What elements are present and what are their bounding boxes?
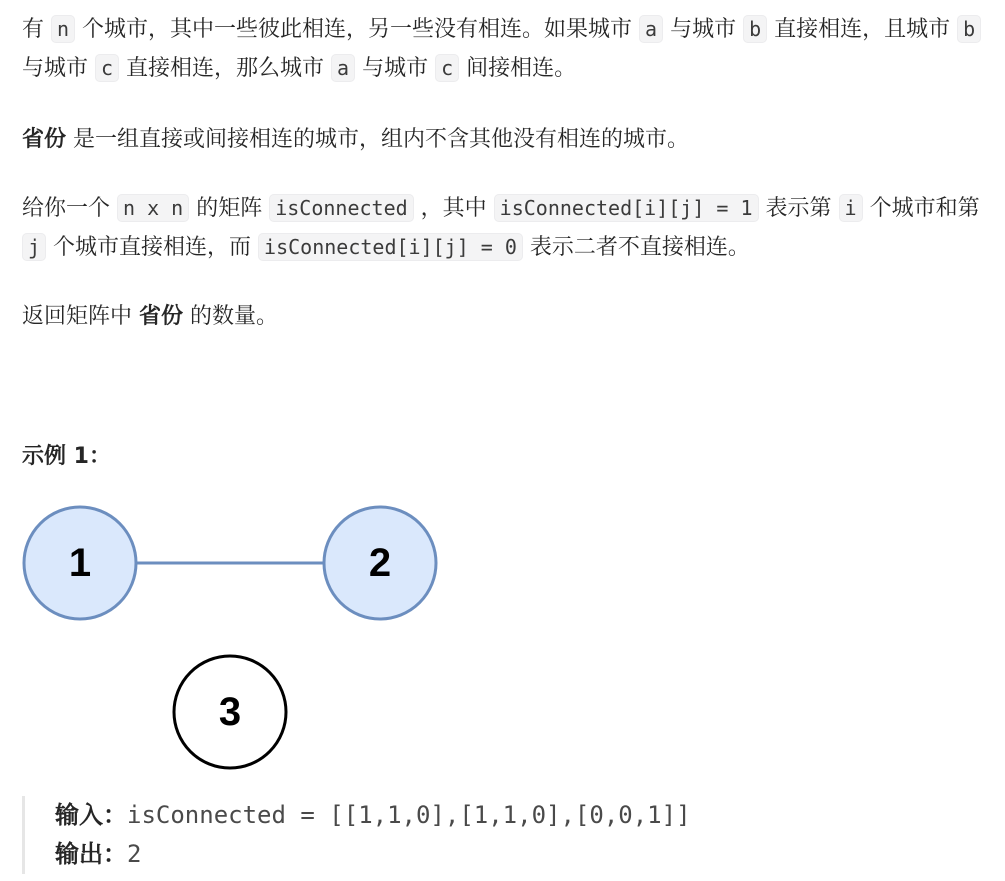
paragraph-return-statement (22, 297, 1002, 336)
text: 间接相连。 (459, 56, 577, 81)
text: 有 (22, 17, 51, 42)
graph-node-2 (324, 507, 436, 619)
text: 是一组直接或间接相连的城市，组内不含其他没有相连的城市。 (66, 127, 690, 152)
text: 与城市 (663, 17, 744, 42)
text: 的数量。 (183, 304, 279, 329)
text: 个城市和第 (862, 196, 980, 221)
inline-code-a: a (331, 54, 355, 82)
text: 直接相连，且城市 (767, 17, 958, 42)
example-output-line (55, 835, 691, 874)
graph-node-label-2: 2 (368, 541, 392, 585)
text: 返回矩阵中 (22, 304, 139, 329)
text: 给你一个 (22, 196, 117, 221)
inline-code-connected-1: isConnected[i][j] = 1 (494, 194, 759, 222)
paragraph-cities-connectivity (22, 10, 1002, 88)
text: 表示二者不直接相连。 (522, 235, 750, 260)
output-label: 输出： (55, 840, 127, 868)
text: 个城市直接相连，而 (46, 235, 259, 260)
inline-code-connected-0: isConnected[i][j] = 0 (258, 233, 523, 261)
example-input-line (55, 796, 691, 835)
inline-code-b: b (743, 15, 767, 43)
text: 表示第 (758, 196, 839, 221)
output-value: 2 (127, 840, 142, 868)
text: 个城市，其中一些彼此相连，另一些没有相连。如果城市 (75, 17, 640, 42)
inline-code-a: a (639, 15, 663, 43)
bold-term-province: 省份 (139, 304, 184, 329)
graph-node-label-3: 3 (218, 690, 242, 734)
inline-code-isconnected: isConnected (269, 194, 413, 222)
text: 直接相连，那么城市 (119, 56, 332, 81)
inline-code-c: c (435, 54, 459, 82)
example-io-block (22, 796, 691, 874)
graph-node-3 (174, 656, 286, 768)
example-heading: 示例 1： (22, 444, 111, 469)
text: ，其中 (413, 196, 494, 221)
text: 与城市 (355, 56, 436, 81)
input-label: 输入： (55, 801, 127, 829)
inline-code-j: j (22, 233, 46, 261)
text: 与城市 (22, 56, 95, 81)
bold-term-province: 省份 (22, 127, 67, 152)
inline-code-b: b (957, 15, 981, 43)
input-value: isConnected = [[1,1,0],[1,1,0],[0,0,1]] (127, 801, 691, 829)
inline-code-c: c (95, 54, 119, 82)
inline-code-i: i (839, 194, 863, 222)
graph-node-1 (24, 507, 136, 619)
text: 的矩阵 (189, 196, 270, 221)
paragraph-matrix-description (22, 189, 1002, 267)
graph-node-label-1: 1 (68, 541, 92, 585)
inline-code-n: n (51, 15, 75, 43)
inline-code-n-x-n: n x n (117, 194, 189, 222)
example-graph-diagram (18, 500, 448, 775)
paragraph-province-definition (22, 120, 1002, 159)
